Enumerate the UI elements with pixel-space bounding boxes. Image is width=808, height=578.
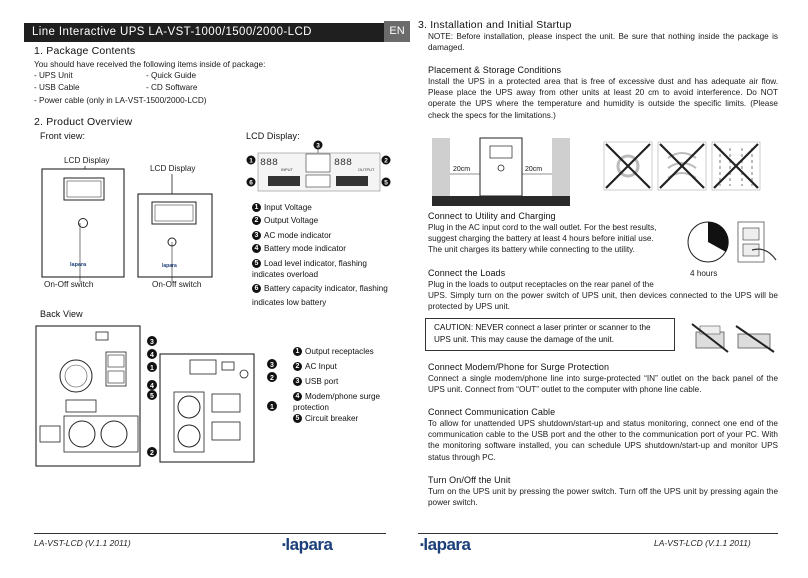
front-view-label: Front view: xyxy=(40,131,86,141)
placement-text: Install the UPS in a protected area that is free of excessive dust and has adequate air flow. Please place the UPS away from other units at least 20 cm to avoid interference. Do NOT operate the UPS where the temperature and humidity is outside the specific limits. (Please check the specs for the limitations.) xyxy=(428,77,778,120)
lcd-legend-item: 1 Input Voltage xyxy=(252,202,312,213)
comm-heading: Connect Communication Cable xyxy=(428,407,556,417)
lcd-panel-illustration xyxy=(246,140,396,200)
comm-text: To allow for unattended UPS shutdown/start-up and status monitoring, connect one end of the communication cable to the USB port and the other to the communication port of your PC. With the monitoring software installed, you can schedule UPS shutdown/start-up and monitor UPS status through PC. xyxy=(428,419,778,462)
footer-divider xyxy=(418,533,778,534)
loads-heading: Connect the Loads xyxy=(428,268,506,278)
loads-text-line: Plug in the loads to output receptacles on the rear panel of the xyxy=(428,280,654,289)
package-item: - Quick Guide xyxy=(146,71,197,80)
svg-text:1: 1 xyxy=(150,365,154,372)
language-badge: EN xyxy=(384,21,410,42)
svg-text:888: 888 xyxy=(334,158,353,169)
footer-divider xyxy=(34,533,386,534)
lcd-input-digits: 888 xyxy=(260,158,279,169)
package-item: - Power cable (only in LA-VST-1500/2000-LCD) xyxy=(34,96,207,105)
package-item: - CD Software xyxy=(146,83,198,92)
caution-box xyxy=(425,318,675,351)
loads-text: UPS. Simply turn on the power switch of UPS unit, then devices connected to the UPS will be protected by UPS unit. xyxy=(428,291,778,312)
svg-text:2: 2 xyxy=(150,450,154,457)
section-heading-overview: 2. Product Overview xyxy=(34,116,133,128)
back-legend-item: 2 AC Input xyxy=(293,361,337,372)
onoff-text: Turn on the UPS unit by pressing the power switch. Turn off the UPS unit by pressing again the power switch. xyxy=(428,487,778,508)
lcd-display-label: LCD Display: xyxy=(246,131,300,141)
brand-logo: ▪lapara xyxy=(282,535,333,554)
svg-text:5: 5 xyxy=(150,393,154,400)
logo-mark-icon: ▪ xyxy=(282,539,286,551)
caution-line: UPS unit. This may cause the damage of the unit. xyxy=(434,335,615,344)
svg-text:6: 6 xyxy=(249,179,253,187)
brand-logo: ▪lapara xyxy=(420,535,471,554)
lcd-legend-item: 4 Battery mode indicator xyxy=(252,243,346,254)
ups-back-view-illustration xyxy=(34,322,284,474)
svg-text:3: 3 xyxy=(270,362,274,369)
back-legend-item: 4 Modem/phone surge protection xyxy=(293,392,381,412)
lcd-legend-item: 3 AC mode indicator xyxy=(252,230,331,241)
connect-line: Plug in the AC input cord to the wall outlet. For the best results, xyxy=(428,223,657,232)
back-legend-item: 1 Output receptacles xyxy=(293,346,374,357)
connect-heading: Connect to Utility and Charging xyxy=(428,211,556,221)
svg-text:INPUT: INPUT xyxy=(281,167,293,172)
charging-illustration xyxy=(686,218,778,270)
package-intro: You should have received the following items inside of package: xyxy=(34,60,266,69)
lcd-legend-item: 2 Output Voltage xyxy=(252,215,318,226)
onoff-callout: On-Off switch xyxy=(44,280,94,289)
ups-front-view-illustration xyxy=(40,164,220,288)
charge-time-label: 4 hours xyxy=(690,269,718,278)
svg-text:2: 2 xyxy=(270,375,274,382)
svg-text:2: 2 xyxy=(384,157,388,165)
connect-line: suggest charging the battery at least 4 hours before initial use. xyxy=(428,234,654,243)
svg-text:1: 1 xyxy=(270,404,274,411)
ups-brand-logo: lapara xyxy=(70,262,87,268)
logo-mark-icon: ▪ xyxy=(420,539,424,551)
back-legend-item: 5 Circuit breaker xyxy=(293,413,358,424)
footer-version-left: LA-VST-LCD (V.1.1 2011) xyxy=(34,538,131,548)
installation-note: NOTE: Before installation, please inspect the unit. Be sure that nothing inside the package is damaged. xyxy=(428,32,778,53)
no-printer-icon xyxy=(688,318,778,358)
modem-text: Connect a single modem/phone line into surge-protected “IN” outlet on the back panel of the UPS unit. Connect from “OUT” outlet to the computer with phone line cable. xyxy=(428,374,778,395)
onoff-callout: On-Off switch xyxy=(152,280,202,289)
onoff-heading: Turn On/Off the Unit xyxy=(428,475,511,485)
back-view-label: Back View xyxy=(40,309,83,319)
clearance-left: 20cm xyxy=(453,166,471,173)
svg-text:3: 3 xyxy=(150,339,154,346)
document-title-banner: Line Interactive UPS LA-VST-1000/1500/2000-LCD xyxy=(24,23,384,42)
front-lcd-callout: LCD Display xyxy=(150,164,196,173)
footer-version-right: LA-VST-LCD (V.1.1 2011) xyxy=(654,538,751,548)
svg-text:4: 4 xyxy=(150,352,154,359)
package-item: - USB Cable xyxy=(34,83,80,92)
svg-text:OUTPUT: OUTPUT xyxy=(358,167,375,172)
svg-text:lapara: lapara xyxy=(162,263,177,269)
svg-text:3: 3 xyxy=(316,142,320,150)
front-lcd-callout: LCD Display xyxy=(64,156,110,165)
clearance-right: 20cm xyxy=(525,166,543,173)
connect-line: The unit charges its battery while connecting to the utility. xyxy=(428,245,635,254)
svg-text:4: 4 xyxy=(150,383,154,390)
svg-text:5: 5 xyxy=(384,179,388,187)
package-item: - UPS Unit xyxy=(34,71,73,80)
back-legend-item: 3 USB port xyxy=(293,376,338,387)
section-heading-installation: 3. Installation and Initial Startup xyxy=(418,19,572,31)
lcd-legend-item: 6 Battery capacity indicator, flashing indicates low battery xyxy=(252,284,388,307)
lcd-legend-item: 5 Load level indicator, flashing indicates overload xyxy=(252,259,367,279)
placement-illustration xyxy=(424,128,780,210)
caution-line: CAUTION: NEVER connect a laser printer or scanner to the xyxy=(434,323,651,332)
placement-heading: Placement & Storage Conditions xyxy=(428,65,562,75)
svg-text:1: 1 xyxy=(249,157,253,165)
section-heading-package: 1. Package Contents xyxy=(34,45,136,57)
modem-heading: Connect Modem/Phone for Surge Protection xyxy=(428,362,610,372)
